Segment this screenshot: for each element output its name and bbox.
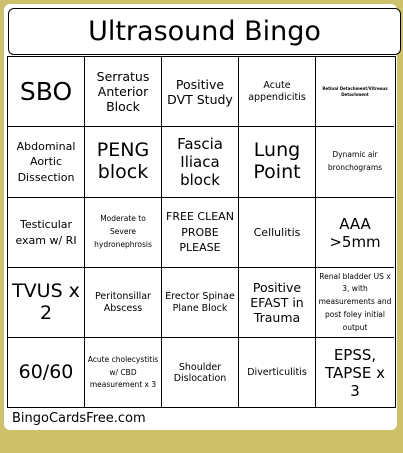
bingo-cell[interactable]: Cellulitis — [239, 198, 316, 268]
card-title: Ultrasound Bingo — [8, 8, 401, 55]
bingo-cell[interactable]: Shoulder Dislocation — [162, 338, 239, 408]
bingo-cell[interactable]: Dynamic air bronchograms — [316, 127, 394, 198]
bingo-cell[interactable]: SBO — [8, 57, 85, 127]
bingo-cell[interactable]: Retinal Detachment/Vitreous Detachment — [316, 57, 394, 127]
bingo-cell[interactable]: Positive EFAST in Trauma — [239, 268, 316, 338]
bingo-cell[interactable]: Lung Point — [239, 127, 316, 198]
bingo-cell[interactable]: Diverticulitis — [239, 338, 316, 408]
bingo-cell[interactable]: Erector Spinae Plane Block — [162, 268, 239, 338]
bingo-cell[interactable]: Acute appendicitis — [239, 57, 316, 127]
bingo-cell[interactable]: EPSS, TAPSE x 3 — [325, 346, 385, 400]
bingo-cell[interactable]: Testicular exam w/ RI — [8, 198, 85, 268]
bingo-cell[interactable]: Abdominal Aortic Dissection — [8, 127, 85, 198]
bingo-grid — [7, 56, 396, 408]
footer-attribution: BingoCardsFree.com — [12, 411, 146, 426]
bingo-cell[interactable]: TVUS x 2 — [8, 268, 85, 338]
bingo-cell[interactable]: PENG block — [85, 127, 162, 198]
bingo-cell[interactable]: Fascia Iliaca block — [162, 127, 239, 198]
bingo-cell[interactable]: FREE CLEAN PROBE PLEASE — [162, 198, 239, 268]
bingo-cell[interactable]: Moderate to Severe hydronephrosis — [85, 198, 162, 268]
bingo-cell[interactable]: AAA >5mm — [316, 198, 394, 268]
bingo-cell[interactable]: Renal bladder US x 3, with measurements and post foley initial output — [316, 268, 394, 338]
bingo-cell[interactable]: Positive DVT Study — [162, 57, 239, 127]
bingo-cell[interactable]: Serratus Anterior Block — [85, 57, 162, 127]
bingo-cell[interactable]: 60/60 — [8, 338, 85, 408]
bingo-cell[interactable]: Peritonsillar Abscess — [85, 268, 162, 338]
bingo-cell[interactable]: Acute cholecystitis w/ CBD measurement x 3 — [85, 338, 162, 408]
